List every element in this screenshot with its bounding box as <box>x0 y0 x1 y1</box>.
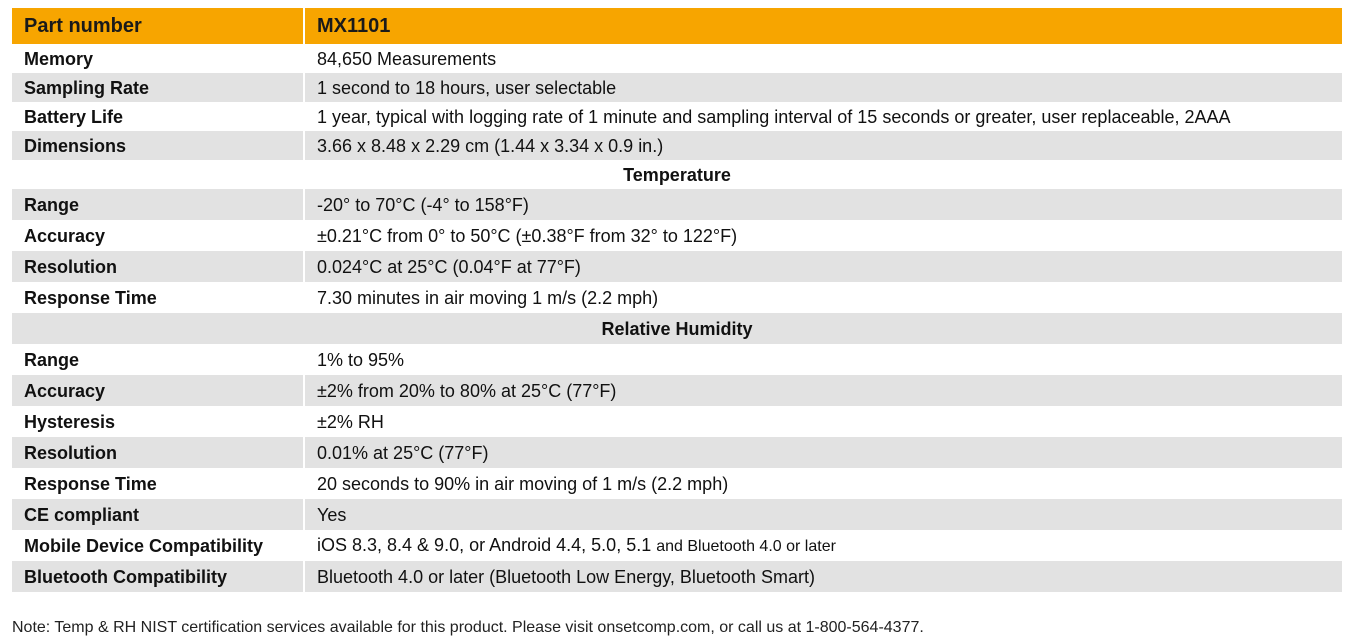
row-label: Resolution <box>12 251 304 282</box>
table-row <box>12 406 1342 437</box>
spec-table <box>12 8 1342 592</box>
row-value: ±0.21°C from 0° to 50°C (±0.38°F from 32° to 122°F) <box>304 220 1342 251</box>
row-label: Memory <box>24 48 94 69</box>
row-value: 0.024°C at 25°C (0.04°F at 77°F) <box>304 251 1342 282</box>
row-value: ±2% RH <box>304 406 1342 437</box>
row-label: Dimensions <box>12 131 304 160</box>
table-row <box>12 131 1342 160</box>
row-label: Range <box>12 189 304 220</box>
row-label: Response Time <box>24 287 157 308</box>
section-title: Relative Humidity <box>12 313 1342 344</box>
row-value: 84,650 Measurements <box>304 44 1342 73</box>
row-value: 1 second to 18 hours, user selectable <box>304 73 1342 102</box>
row-value-compound <box>304 530 1342 561</box>
table-row <box>12 530 1342 561</box>
row-label: Accuracy <box>12 375 304 406</box>
row-label: Range <box>24 349 80 370</box>
row-label: Resolution <box>12 437 304 468</box>
table-row <box>12 73 1342 102</box>
row-label: CE compliant <box>12 499 304 530</box>
row-label: Sampling Rate <box>12 73 304 102</box>
table-row <box>12 344 1342 375</box>
row-label: Battery Life <box>24 106 124 127</box>
table-row <box>12 220 1342 251</box>
table-row <box>12 102 1342 131</box>
row-label: Bluetooth Compatibility <box>12 561 304 592</box>
row-label: Response Time <box>24 473 157 494</box>
section-header-temperature <box>12 160 1342 189</box>
table-row <box>12 44 1342 73</box>
row-value: 1% to 95% <box>304 344 1342 375</box>
row-value: ±2% from 20% to 80% at 25°C (77°F) <box>304 375 1342 406</box>
row-value-suffix: and Bluetooth 4.0 or later <box>656 537 836 555</box>
table-row <box>12 437 1342 468</box>
footnote: Note: Temp & RH NIST certification services available for this product. Please visit onsetcomp.com, or call us at 1-800-564-4377. <box>12 619 924 636</box>
row-value: 3.66 x 8.48 x 2.29 cm (1.44 x 3.34 x 0.9 in.) <box>304 131 1342 160</box>
section-title: Temperature <box>623 164 731 185</box>
row-value: 1 year, typical with logging rate of 1 minute and sampling interval of 15 seconds or greater, user replaceable, 2AAA <box>304 102 1342 131</box>
row-value: 20 seconds to 90% in air moving of 1 m/s (2.2 mph) <box>304 468 1342 499</box>
row-value: -20° to 70°C (-4° to 158°F) <box>304 189 1342 220</box>
table-row <box>12 468 1342 499</box>
table-row <box>12 375 1342 406</box>
table-row <box>12 282 1342 313</box>
row-value: 0.01% at 25°C (77°F) <box>304 437 1342 468</box>
header-row <box>12 8 1342 44</box>
table-row <box>12 189 1342 220</box>
table-row <box>12 561 1342 592</box>
header-label: Part number <box>12 8 304 44</box>
table-row <box>12 251 1342 282</box>
row-value: Yes <box>304 499 1342 530</box>
row-value: 7.30 minutes in air moving 1 m/s (2.2 mph) <box>304 282 1342 313</box>
row-value: iOS 8.3, 8.4 & 9.0, or Android 4.4, 5.0, 5.1 <box>317 534 652 555</box>
table-row <box>12 499 1342 530</box>
header-value: MX1101 <box>304 8 1342 44</box>
row-label: Mobile Device Compatibility <box>24 535 264 556</box>
section-header-humidity <box>12 313 1342 344</box>
row-label: Accuracy <box>24 225 106 246</box>
row-label: Hysteresis <box>24 411 116 432</box>
row-value: Bluetooth 4.0 or later (Bluetooth Low Energy, Bluetooth Smart) <box>304 561 1342 592</box>
